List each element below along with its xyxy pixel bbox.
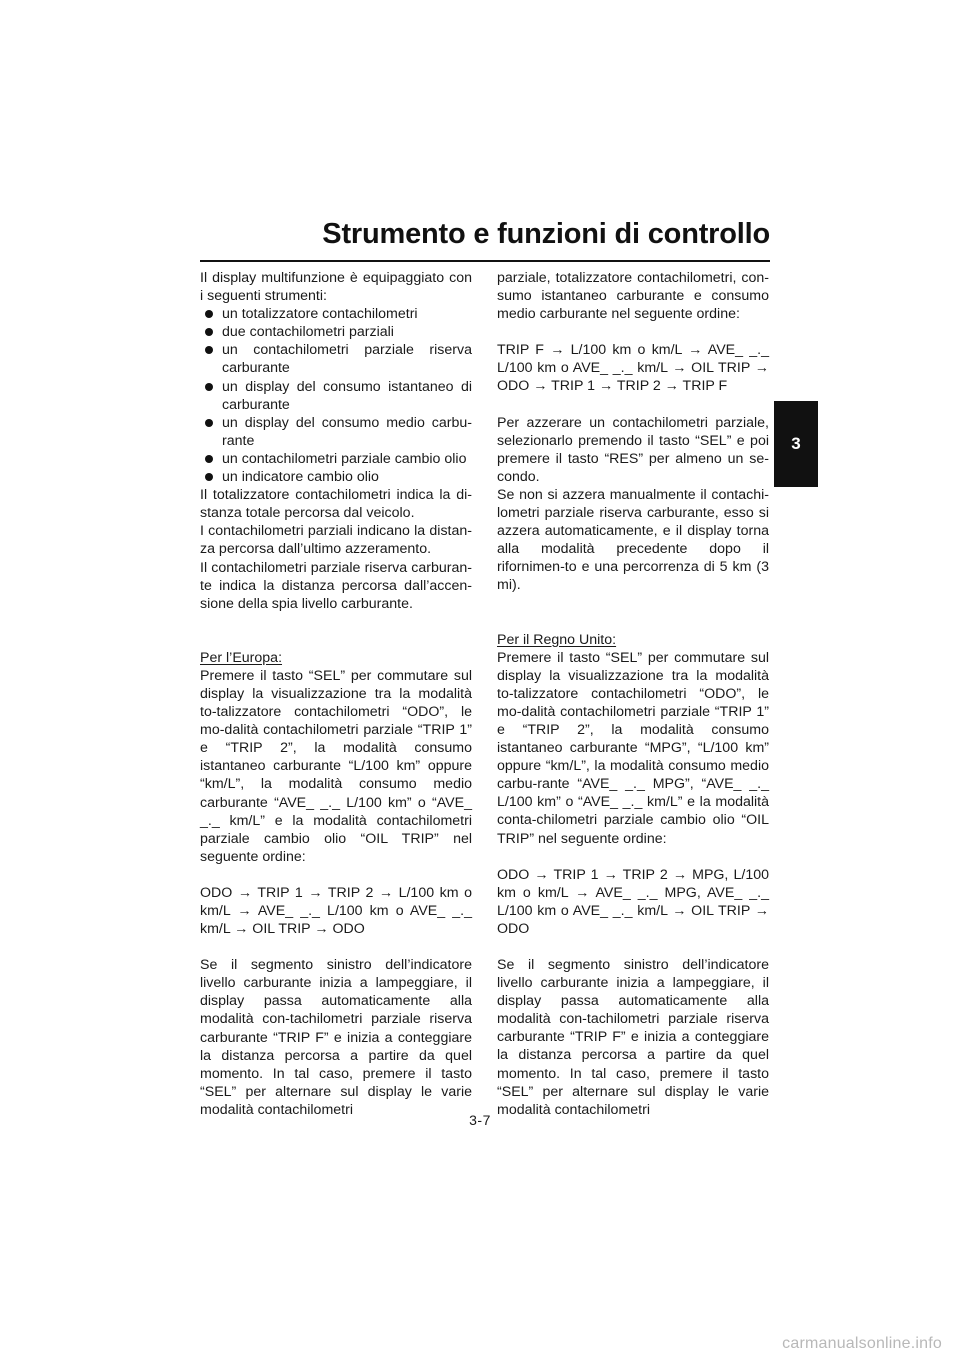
europe-instructions: Premere il tasto “SEL” per commutare sul display la visualizzazione tra la modalità to-talizzatore contachilometri “ODO”, le mo-dalità contachilometri parziale “TRIP 1” e “TRIP 2”, la modalità consumo istantaneo carburante “L/100 km” oppure “km/L”, la modalità consumo medio carburante “AVE_ _._ L/100 km” o “AVE_ _._ km/L” e la modalità contachilometri parziale cambio olio “OIL TRIP” nel seguente ordine: xyxy=(200,667,472,865)
list-item: due contachilometri parziali xyxy=(200,323,472,341)
page-number: 3-7 xyxy=(469,1112,491,1128)
fuel-reserve-paragraph: Il contachilometri parziale riserva carburan-te indica la distanza percorsa dall’accen-sione della spia livello carburante. xyxy=(200,559,472,612)
europe-heading: Per l’Europa: xyxy=(200,649,283,666)
list-item: un display del consumo istantaneo di carburante xyxy=(200,378,472,414)
page-title: Strumento e funzioni di controllo xyxy=(322,218,770,250)
list-item: un contachilometri parziale cambio olio xyxy=(200,450,472,468)
chapter-tab: 3 xyxy=(774,401,818,487)
europe-sequence: ODO → TRIP 1 → TRIP 2 → L/100 km o km/L → AVE_ _._ L/100 km o AVE_ _._ km/L → OIL TRIP → ODO xyxy=(200,884,472,938)
europe-fuel-warning: Se il segmento sinistro dell’indicatore livello carburante inizia a lampeggiare, il display passa automaticamente alla modalità con-tachilometri parziale riserva carburante “TRIP F” e inizia a conteggiare la distanza percorsa a partire da quel momento. In tal caso, premere il tasto “SEL” per alternare sul display le varie modalità contachilometri xyxy=(200,957,472,1118)
uk-heading: Per il Regno Unito: xyxy=(497,631,617,648)
instrument-list xyxy=(200,305,472,486)
trip-f-sequence: TRIP F → L/100 km o km/L → AVE_ _._ L/100 km o AVE_ _._ km/L → OIL TRIP → ODO → TRIP 1 → TRIP 2 → TRIP F xyxy=(497,342,769,395)
left-column xyxy=(200,269,472,1119)
tripmeter-paragraph: I contachilometri parziali indicano la distan-za percorsa dall’ultimo azzeramento. xyxy=(200,523,472,558)
list-item: un display del consumo medio carbu-rante xyxy=(200,414,472,450)
intro-paragraph: Il display multifunzione è equipaggiato con i seguenti strumenti: xyxy=(200,270,472,305)
continued-paragraph: parziale, totalizzatore contachilometri, con-sumo istantaneo carburante e consumo medio carburante nel seguente ordine: xyxy=(497,270,769,323)
uk-instructions: Premere il tasto “SEL” per commutare sul display la visualizzazione tra la modalità to-talizzatore contachilometri “ODO”, le mo-dalità contachilometri parziale “TRIP 1” e “TRIP 2”, la modalità consumo istantaneo carburante “MPG”, “L/100 km” oppure “km/L”, la modalità consumo medio carbu-rante “AVE_ _._ MPG”, “AVE_ _._ L/100 km” o “AVE_ _._ km/L” e la modalità conta-chilometri parziale cambio olio “OIL TRIP” nel seguente ordine: xyxy=(497,649,769,847)
watermark: carmanualsonline.info xyxy=(782,1335,942,1352)
auto-reset-paragraph: Se non si azzera manualmente il contachi-lometri parziale riserva carburante, esso si azzera automaticamente, e il display torna alla modalità precedente dopo il rifornimen-to e una percorrenza di 5 km (3 mi). xyxy=(497,486,769,594)
list-item: un contachilometri parziale riserva carburante xyxy=(200,341,472,377)
uk-sequence: ODO → TRIP 1 → TRIP 2 → MPG, L/100 km o km/L → AVE_ _._ MPG, AVE_ _._ L/100 km o AVE_ _._ km/L → OIL TRIP → ODO xyxy=(497,866,769,937)
reset-paragraph: Per azzerare un contachilometri parziale, selezionarlo premendo il tasto “SEL” e poi premere il tasto “RES” per almeno un se-condo. xyxy=(497,414,769,485)
list-item: un totalizzatore contachilometri xyxy=(200,305,472,323)
uk-fuel-warning: Se il segmento sinistro dell’indicatore livello carburante inizia a lampeggiare, il display passa automaticamente alla modalità con-tachilometri parziale riserva carburante “TRIP F” e inizia a conteggiare la distanza percorsa a partire da quel momento. In tal caso, premere il tasto “SEL” per alternare sul display le varie modalità contachilometri xyxy=(497,957,769,1118)
odometer-paragraph: Il totalizzatore contachilometri indica la di-stanza totale percorsa dal veicolo. xyxy=(200,487,472,522)
title-rule xyxy=(200,260,770,262)
list-item: un indicatore cambio olio xyxy=(200,468,472,486)
right-column xyxy=(497,269,769,1119)
